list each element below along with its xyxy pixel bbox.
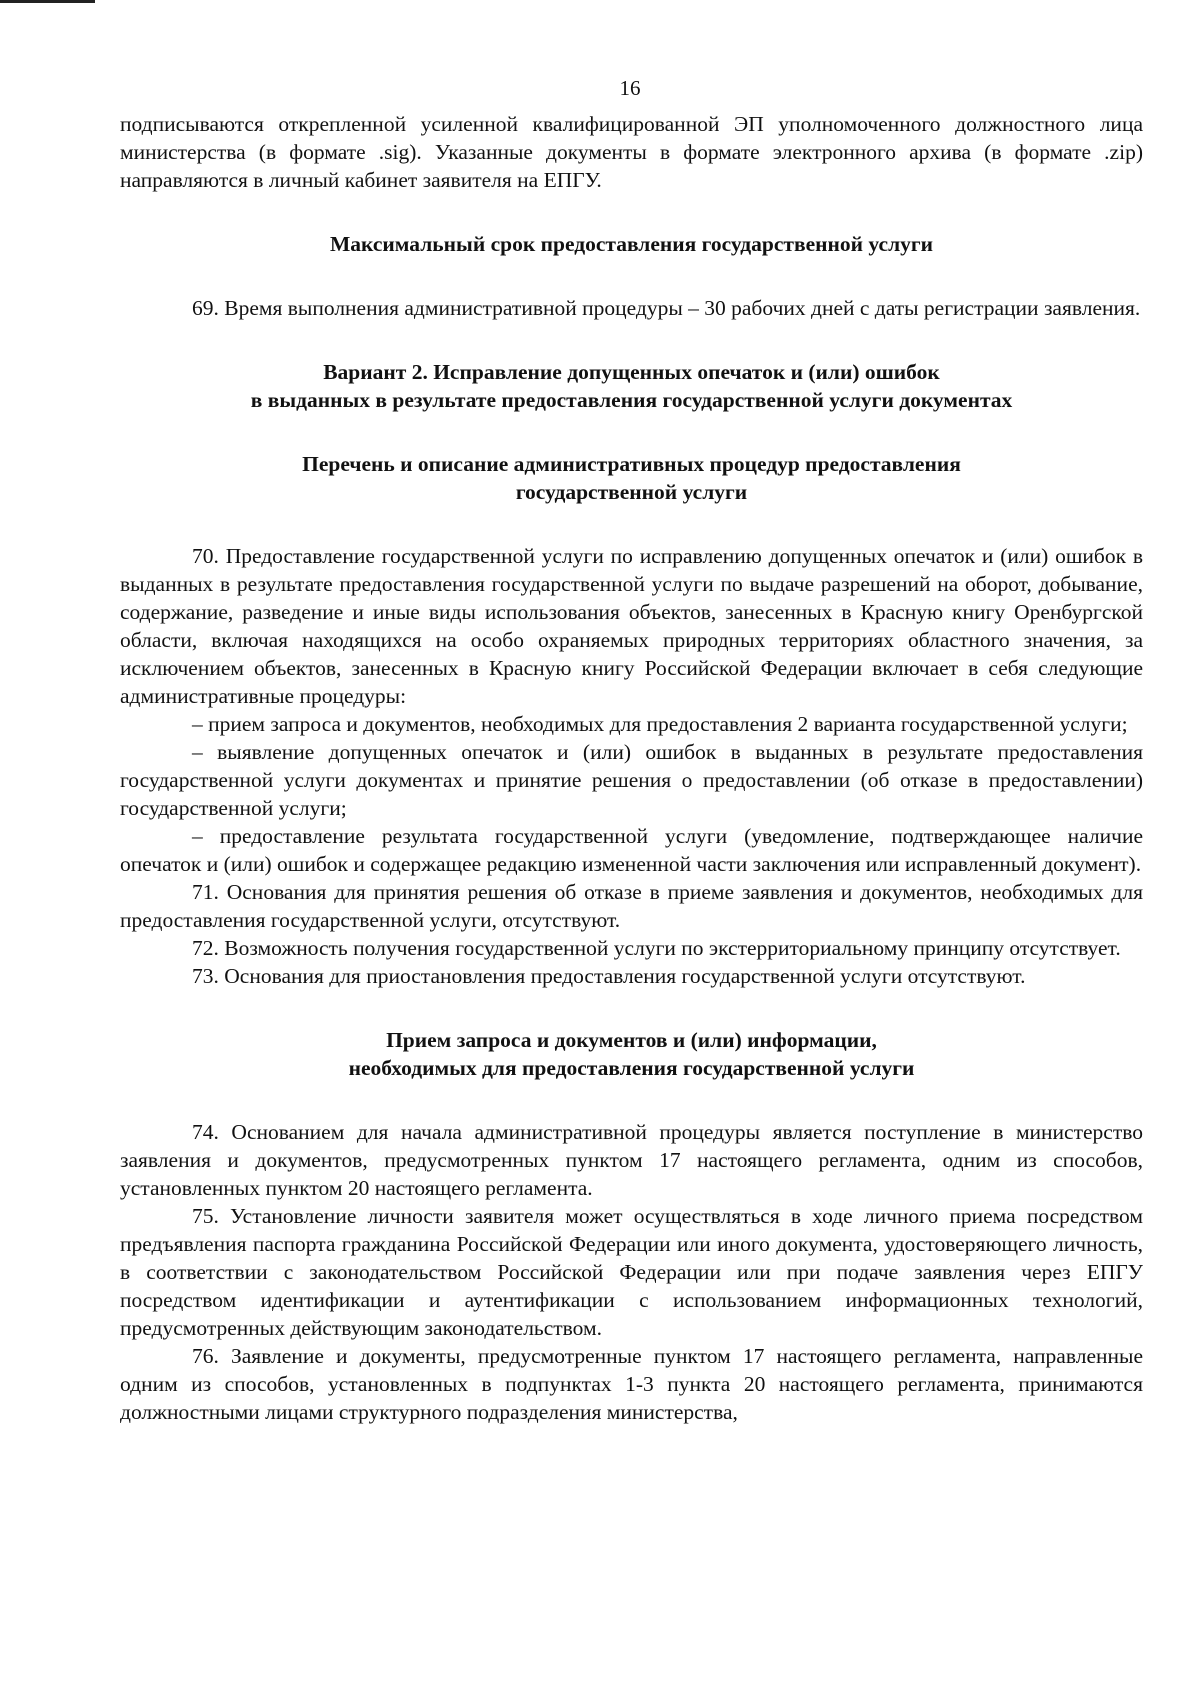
list-item-procedure: – прием запроса и документов, необходимых для предоставления 2 варианта государственной услуги; [192, 712, 1128, 736]
scan-edge-mark [0, 0, 95, 3]
heading-line: Вариант 2. Исправление допущенных опечаток и (или) ошибок [323, 360, 940, 384]
paragraph-69: 69. Время выполнения административной процедуры – 30 рабочих дней с даты регистрации заявления. [192, 296, 1141, 320]
paragraph-76: 76. Заявление и документы, предусмотренные пунктом 17 настоящего регламента, направленные одним из способов, установленных в подпунктах 1-3 пункта 20 настоящего регламента, принимаются должностными лицами структурного подразделения министерства, [120, 1344, 1143, 1424]
paragraph-73: 73. Основания для приостановления предоставления государственной услуги отсутствуют. [192, 964, 1026, 988]
heading-line: необходимых для предоставления государственной услуги [348, 1056, 915, 1080]
paragraph-71: 71. Основания для принятия решения об отказе в приеме заявления и документов, необходимых для предоставления государственной услуги, отсутствуют. [120, 880, 1143, 932]
heading-line: государственной услуги [515, 480, 748, 504]
page-number: 16 [619, 76, 641, 100]
list-item-procedure: – предоставление результата государственной услуги (уведомление, подтверждающее наличие опечаток и (или) ошибок и содержащее редакцию измененной части заключения или исправленный документ). [120, 824, 1143, 876]
paragraph-74: 74. Основанием для начала административной процедуры является поступление в министерство заявления и документов, предусмотренных пунктом 17 настоящего регламента, одним из способов, установленных пунктом 20 настоящего регламента. [120, 1120, 1143, 1200]
heading-line: Максимальный срок предоставления государственной услуги [329, 232, 934, 256]
section-heading-request-intake [120, 1026, 1143, 1082]
heading-line: в выданных в результате предоставления государственной услуги документах [250, 388, 1013, 412]
heading-line: Перечень и описание административных процедур предоставления [302, 452, 961, 476]
paragraph-75: 75. Установление личности заявителя может осуществляться в ходе личного приема посредством предъявления паспорта гражданина Российской Федерации или иного документа, удостоверяющего личность, в соответствии с законодательством Российской Федерации или при подаче заявления через ЕПГУ посредством идентификации и аутентификации с использованием информационных технологий, предусмотренных действующим законодательством. [120, 1204, 1143, 1340]
section-heading-procedures [120, 450, 1143, 506]
section-heading-variant-2 [120, 358, 1143, 414]
document-body [120, 110, 1143, 1426]
heading-line: Прием запроса и документов и (или) информации, [386, 1028, 877, 1052]
list-item-procedure: – выявление допущенных опечаток и (или) ошибок в выданных в результате предоставления государственной услуги документах и принятие решения о предоставлении (об отказе в предоставлении) государственной услуги; [120, 740, 1143, 820]
paragraph-intro: подписываются открепленной усиленной квалифицированной ЭП уполномоченного должностного лица министерства (в формате .sig). Указанные документы в формате электронного архива (в формате .zip) направляются в личный кабинет заявителя на ЕПГУ. [120, 112, 1143, 192]
paragraph-72: 72. Возможность получения государственной услуги по экстерриториальному принципу отсутствует. [192, 936, 1121, 960]
section-heading-max-term [120, 230, 1143, 258]
paragraph-70: 70. Предоставление государственной услуги по исправлению допущенных опечаток и (или) ошибок в выданных в результате предоставления государственной услуги по выдаче разрешений на оборот, добывание, содержание, разведение и иные виды использования объектов, занесенных в Красную книгу Оренбургской области, включая находящихся на особо охраняемых природных территориях областного значения, за исключением объектов, занесенных в Красную книгу Российской Федерации включает в себя следующие административные процедуры: [120, 544, 1143, 708]
